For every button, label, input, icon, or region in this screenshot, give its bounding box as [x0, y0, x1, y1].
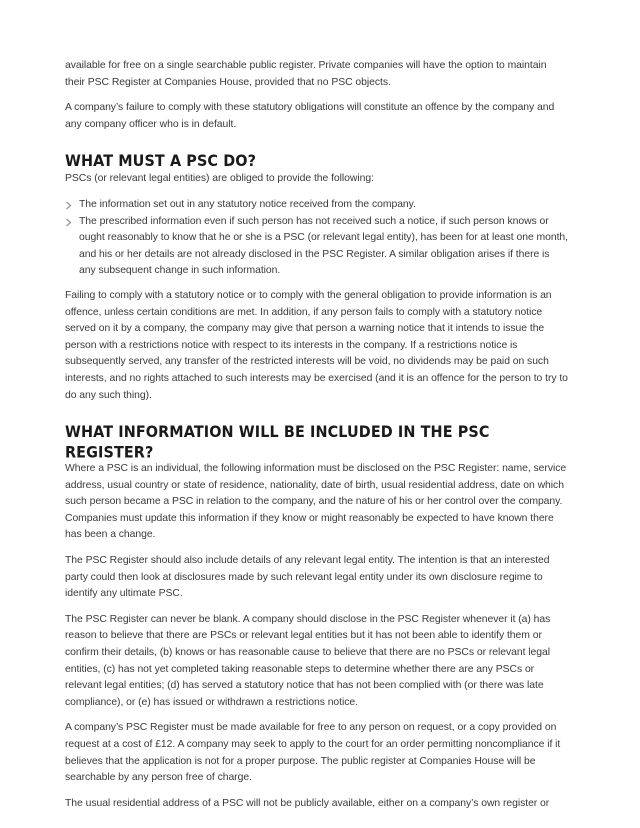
- body-paragraph: The PSC Register should also include details of any relevant legal entity. The intention is that an interested party could then look at disclosures made by such relevant legal entity under its own disclosure regime to identify any ultimate PSC.: [65, 555, 550, 600]
- chevron-right-icon: [65, 218, 72, 227]
- body-paragraph: Where a PSC is an individual, the following information must be disclosed on the PSC Register: name, service address, usual country or state of residence, nationality, date of birth, usual residential address, date on which such person became a PSC in relation to the company, and the nature of his or her control over the company. Companies must update this information if they know or might reasonably be expected to have known there has been a change.: [65, 463, 567, 541]
- bullet-list: [65, 197, 568, 280]
- section-heading: WHAT MUST A PSC DO?: [65, 153, 257, 171]
- chevron-right-icon: [65, 201, 72, 210]
- list-item: [65, 197, 568, 214]
- body-paragraph: The PSC Register can never be blank. A company should disclose in the PSC Register whenever it (a) has reason to believe that there are PSCs or relevant legal entities but it has not been able to identify them or confirm their details, (b) knows or has reasonable cause to believe that there are no PSCs or relevant legal entities, (c) has not yet completed taking reasonable steps to determine whether there are any PSCs or relevant legal entities; (d) has served a statutory notice that has not been complied with (or there was late compliance), or (e) has issued or withdrawn a restrictions notice.: [65, 613, 551, 708]
- section-psc-duties: [65, 152, 568, 404]
- body-paragraph: A company’s PSC Register must be made available for free to any person on request, or a copy provided on request at a cost of £12. A company may seek to apply to the court for an order permitting noncompliance if it believes that the application is not for a proper purpose. The public register at Companies House will be searchable by any person free of charge.: [65, 722, 561, 784]
- section-psc-register-info: [65, 423, 568, 812]
- section-heading: WHAT INFORMATION WILL BE INCLUDED IN THE PSC REGISTER?: [65, 424, 490, 462]
- intro-paragraph-1: available for free on a single searchable public register. Private companies will have the option to maintain their PSC Register at Companies House, provided that no PSC objects.: [65, 60, 547, 88]
- list-item: [65, 214, 568, 280]
- intro-paragraph-2: A company’s failure to comply with these statutory obligations will constitute an offence by the company and any company officer who is in default.: [65, 102, 555, 130]
- section-lead: PSCs (or relevant legal entities) are obliged to provide the following:: [65, 173, 374, 185]
- bullet-text: The information set out in any statutory notice received from the company.: [79, 198, 416, 210]
- body-paragraph: The usual residential address of a PSC will not be publicly available, either on a company’s own register or: [65, 797, 550, 809]
- body-paragraph: Failing to comply with a statutory notice or to comply with the general obligation to provide information is an offence, unless certain conditions are met. In addition, if any person fails to comply with a statutory notice served on it by a company, the company may give that person a warning notice that it intends to issue the person with a restrictions notice with respect to its interests in the company. If a restrictions notice is subsequently served, any transfer of the restricted interests will be void, no dividends may be paid on such interests, and no rights attached to such interests may be exercised (and it is an offence for the person to try to do any such thing).: [65, 289, 568, 401]
- bullet-text: The prescribed information even if such person has not received such a notice, if such person knows or ought reasonably to know that he or she is a PSC (or relevant legal entity), has been for at least one month, and his or her details are not already disclosed in the PSC Register. A similar obligation arises if there is any subsequent change in such information.: [79, 215, 568, 277]
